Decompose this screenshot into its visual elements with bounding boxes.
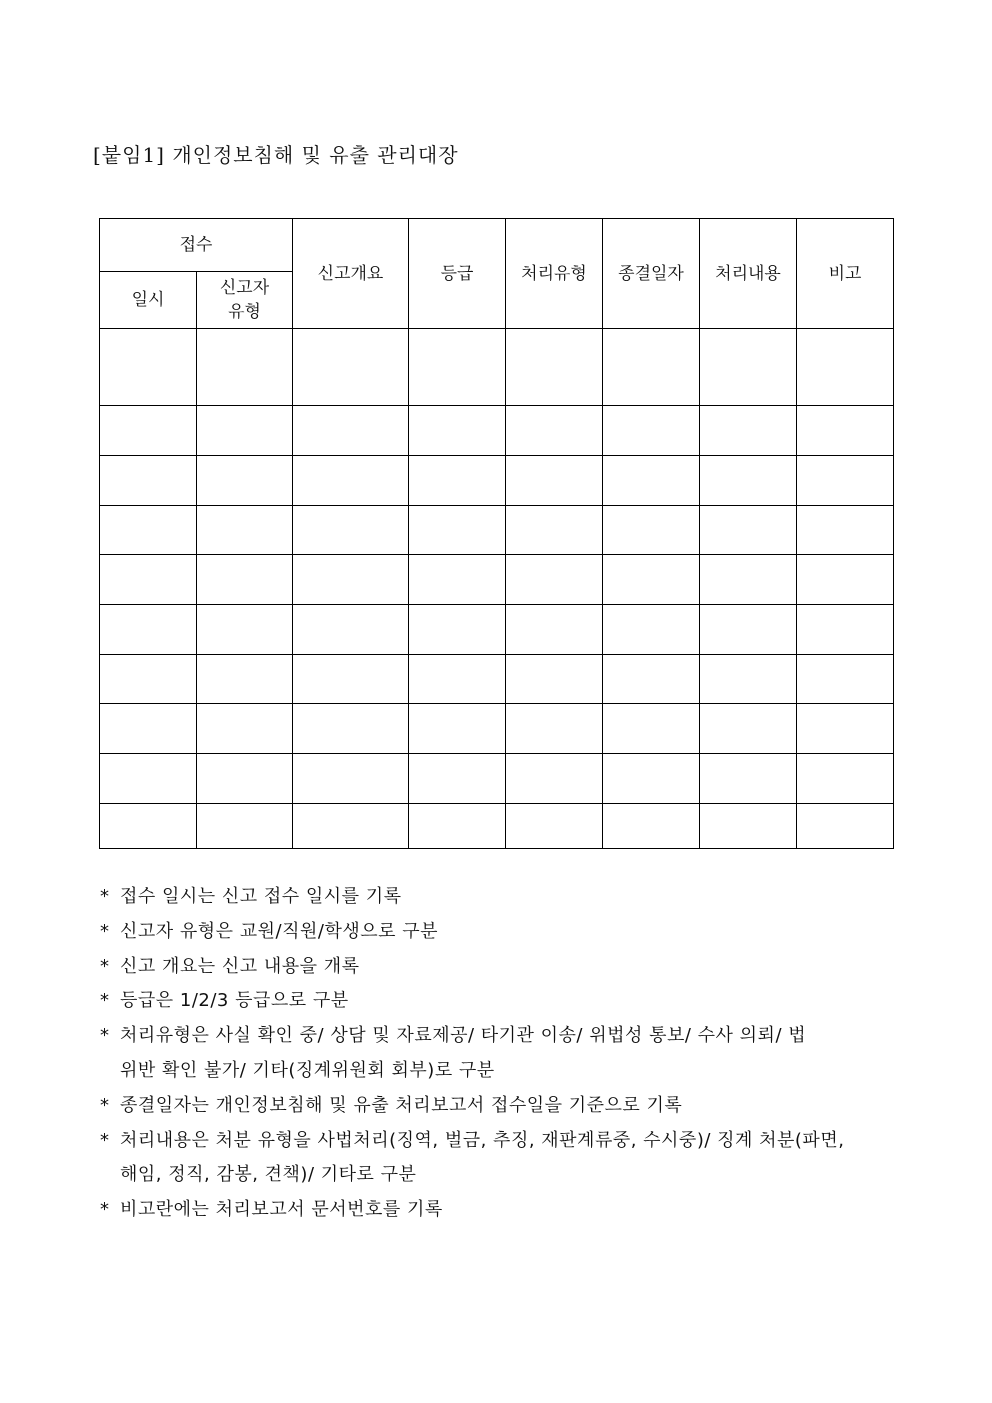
table-cell <box>293 754 409 804</box>
table-cell <box>506 655 603 704</box>
note-item <box>100 1193 900 1228</box>
table-cell <box>409 406 506 456</box>
header-reporter-type: 신고자 유형 <box>197 272 293 329</box>
note-item <box>100 1019 900 1089</box>
table-cell <box>100 655 197 704</box>
note-item <box>100 880 900 915</box>
note-bullet: * <box>100 1199 110 1221</box>
table-cell <box>506 704 603 754</box>
table-row <box>100 506 894 555</box>
header-grade: 등급 <box>409 219 506 329</box>
note-bullet: * <box>100 920 110 942</box>
table-cell <box>603 456 700 506</box>
note-bullet: * <box>100 990 110 1012</box>
table-cell <box>603 754 700 804</box>
notes-list <box>100 880 900 1228</box>
note-text: 신고 개요는 신고 내용을 개록 <box>120 955 360 977</box>
table-cell <box>409 704 506 754</box>
note-text: 해임, 정직, 감봉, 견책)/ 기타로 구분 <box>120 1164 417 1186</box>
table-cell <box>603 804 700 849</box>
note-text: 접수 일시는 신고 접수 일시를 기록 <box>120 886 402 907</box>
table-cell <box>603 655 700 704</box>
table-cell <box>506 754 603 804</box>
page-title: [붙임1] 개인정보침해 및 유출 관리대장 <box>93 143 459 167</box>
table-cell <box>197 754 293 804</box>
table-cell <box>100 506 197 555</box>
table-cell <box>506 555 603 605</box>
header-closing-date: 종결일자 <box>603 219 700 329</box>
table-cell <box>100 329 197 406</box>
table-cell <box>506 506 603 555</box>
note-text: 위반 확인 불가/ 기타(징계위원회 회부)로 구분 <box>120 1059 495 1081</box>
table-cell <box>797 456 894 506</box>
table-cell <box>293 605 409 655</box>
table-cell <box>506 329 603 406</box>
table-cell <box>293 506 409 555</box>
table-row <box>100 605 894 655</box>
table-row <box>100 754 894 804</box>
table-cell <box>409 605 506 655</box>
table-cell <box>100 456 197 506</box>
table-cell <box>603 329 700 406</box>
table-row <box>100 329 894 406</box>
table-cell <box>293 804 409 849</box>
header-processing-type: 처리유형 <box>506 219 603 329</box>
table-cell <box>409 754 506 804</box>
note-bullet: * <box>100 886 110 907</box>
table-cell <box>197 555 293 605</box>
table-cell <box>506 804 603 849</box>
note-bullet: * <box>100 955 110 977</box>
table-cell <box>197 704 293 754</box>
table-cell <box>700 456 797 506</box>
note-text: 비고란에는 처리보고서 문서번호를 기록 <box>120 1199 443 1221</box>
note-item <box>100 1089 900 1124</box>
table-cell <box>700 754 797 804</box>
note-bullet: * <box>100 1094 110 1116</box>
table-cell <box>603 555 700 605</box>
note-item <box>100 915 900 950</box>
table-cell <box>797 804 894 849</box>
table-cell <box>506 605 603 655</box>
header-processing-content: 처리내용 <box>700 219 797 329</box>
table-cell <box>797 704 894 754</box>
table-cell <box>797 754 894 804</box>
note-item <box>100 984 900 1019</box>
table-cell <box>197 456 293 506</box>
table-cell <box>797 605 894 655</box>
table-cell <box>409 555 506 605</box>
table-cell <box>293 555 409 605</box>
table-cell <box>293 655 409 704</box>
table-cell <box>197 605 293 655</box>
table-cell <box>797 506 894 555</box>
table-cell <box>603 605 700 655</box>
table-cell <box>700 804 797 849</box>
table-cell <box>700 329 797 406</box>
table-cell <box>293 329 409 406</box>
table-cell <box>700 406 797 456</box>
table-cell <box>409 655 506 704</box>
table-cell <box>100 704 197 754</box>
breach-ledger-table <box>99 218 894 849</box>
table-cell <box>197 655 293 704</box>
table-cell <box>293 704 409 754</box>
table-cell <box>293 456 409 506</box>
table-cell <box>409 506 506 555</box>
table-cell <box>603 506 700 555</box>
ledger-body <box>100 329 894 849</box>
note-text: 처리유형은 사실 확인 중/ 상담 및 자료제공/ 타기관 이송/ 위법성 통보/ 수사 의뢰/ 법 <box>120 1025 807 1047</box>
table-cell <box>100 754 197 804</box>
note-text: 신고자 유형은 교원/직원/학생으로 구분 <box>120 920 439 942</box>
table-cell <box>797 406 894 456</box>
note-bullet: * <box>100 1025 110 1047</box>
table-cell <box>100 605 197 655</box>
table-row <box>100 804 894 849</box>
table-cell <box>197 506 293 555</box>
table-cell <box>797 329 894 406</box>
table-cell <box>197 406 293 456</box>
table-row <box>100 655 894 704</box>
note-item <box>100 1124 900 1194</box>
note-text: 등급은 1/2/3 등급으로 구분 <box>120 990 349 1012</box>
header-remarks: 비고 <box>797 219 894 329</box>
table-row <box>100 555 894 605</box>
table-cell <box>700 506 797 555</box>
table-cell <box>100 406 197 456</box>
table-cell <box>100 804 197 849</box>
table-row <box>100 456 894 506</box>
header-report-summary: 신고개요 <box>293 219 409 329</box>
note-item <box>100 950 900 985</box>
header-reception: 접수 <box>100 219 293 272</box>
table-row <box>100 704 894 754</box>
table-cell <box>797 655 894 704</box>
table-cell <box>197 329 293 406</box>
table-cell <box>700 555 797 605</box>
note-text: 종결일자는 개인정보침해 및 유출 처리보고서 접수일을 기준으로 기록 <box>120 1094 683 1116</box>
table-cell <box>797 555 894 605</box>
table-cell <box>409 804 506 849</box>
table-cell <box>506 456 603 506</box>
table-cell <box>700 605 797 655</box>
table-cell <box>603 704 700 754</box>
note-text: 처리내용은 처분 유형을 사법처리(징역, 벌금, 추징, 재판계류중, 수시중)/ 징계 처분(파면, <box>120 1129 845 1151</box>
table-cell <box>506 406 603 456</box>
table-cell <box>603 406 700 456</box>
header-datetime: 일시 <box>100 272 197 329</box>
table-cell <box>293 406 409 456</box>
table-cell <box>197 804 293 849</box>
table-cell <box>700 704 797 754</box>
table-cell <box>100 555 197 605</box>
table-cell <box>409 456 506 506</box>
table-cell <box>700 655 797 704</box>
table-row <box>100 406 894 456</box>
note-bullet: * <box>100 1129 110 1151</box>
table-cell <box>409 329 506 406</box>
